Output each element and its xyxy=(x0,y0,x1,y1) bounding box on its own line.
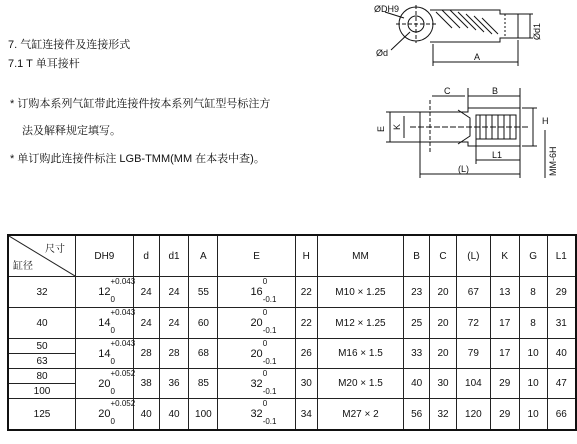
header-g: G xyxy=(519,235,547,277)
dimension-table xyxy=(7,234,577,431)
d1-cell: 36 xyxy=(159,369,189,399)
l-cell: 67 xyxy=(456,277,490,308)
bore-cell: 50 xyxy=(8,339,76,354)
e-cell: 16 0 -0.1 xyxy=(218,277,295,308)
a-cell: 60 xyxy=(189,308,218,339)
k-cell: 17 xyxy=(490,308,519,339)
label-l1: L1 xyxy=(492,150,503,160)
mm-cell: M27 × 2 xyxy=(317,399,403,431)
b-cell: 40 xyxy=(404,369,430,399)
header-l: (L) xyxy=(456,235,490,277)
d-cell: 38 xyxy=(133,369,159,399)
table-row xyxy=(8,339,576,354)
c-cell: 32 xyxy=(430,399,457,431)
label-e: E xyxy=(376,125,386,132)
bore-cell: 32 xyxy=(8,277,76,308)
a-cell: 100 xyxy=(189,399,218,431)
bore-cell: 63 xyxy=(8,354,76,369)
l1-cell: 40 xyxy=(547,339,576,369)
header-d1: d1 xyxy=(159,235,189,277)
dh9-cell: 20 +0.052 0 xyxy=(76,369,134,399)
e-cell: 20 0 -0.1 xyxy=(218,308,295,339)
d1-cell: 24 xyxy=(159,277,189,308)
l1-cell: 31 xyxy=(547,308,576,339)
a-cell: 68 xyxy=(189,339,218,369)
l1-cell: 47 xyxy=(547,369,576,399)
label-b: B xyxy=(492,86,499,96)
header-a: A xyxy=(189,235,218,277)
d1-cell: 24 xyxy=(159,308,189,339)
table-row xyxy=(8,369,576,384)
mm-cell: M20 × 1.5 xyxy=(317,369,403,399)
dh9-cell: 14 +0.043 0 xyxy=(76,339,134,369)
g-cell: 8 xyxy=(519,308,547,339)
dh9-cell: 14 +0.043 0 xyxy=(76,308,134,339)
bore-cell: 125 xyxy=(8,399,76,431)
header-c: C xyxy=(430,235,457,277)
c-cell: 30 xyxy=(430,369,457,399)
label-h: H xyxy=(542,116,549,126)
header-dh9: DH9 xyxy=(76,235,134,277)
k-cell: 13 xyxy=(490,277,519,308)
corner-bore-label: 缸径 xyxy=(13,261,33,272)
b-cell: 56 xyxy=(404,399,430,431)
mm-cell: M10 × 1.25 xyxy=(317,277,403,308)
bore-cell: 80 xyxy=(8,369,76,384)
k-cell: 17 xyxy=(490,339,519,369)
h-cell: 30 xyxy=(295,369,317,399)
header-b: B xyxy=(404,235,430,277)
c-cell: 20 xyxy=(430,277,457,308)
k-cell: 29 xyxy=(490,369,519,399)
l1-cell: 66 xyxy=(547,399,576,431)
bore-cell: 100 xyxy=(8,384,76,399)
l-cell: 120 xyxy=(456,399,490,431)
d1-cell: 40 xyxy=(159,399,189,431)
d-cell: 28 xyxy=(133,339,159,369)
e-cell: 32 0 -0.1 xyxy=(218,399,295,431)
b-cell: 23 xyxy=(404,277,430,308)
dh9-cell: 20 +0.052 0 xyxy=(76,399,134,431)
header-l1: L1 xyxy=(547,235,576,277)
label-mm-thread: MM-6H xyxy=(548,146,558,176)
label-l: (L) xyxy=(458,164,469,174)
l1-cell: 29 xyxy=(547,277,576,308)
label-a: A xyxy=(474,52,481,62)
b-cell: 33 xyxy=(404,339,430,369)
d-cell: 40 xyxy=(133,399,159,431)
h-cell: 26 xyxy=(295,339,317,369)
g-cell: 10 xyxy=(519,339,547,369)
e-cell: 20 0 -0.1 xyxy=(218,339,295,369)
mm-cell: M12 × 1.25 xyxy=(317,308,403,339)
c-cell: 20 xyxy=(430,339,457,369)
bore-cell: 40 xyxy=(8,308,76,339)
corner-cell xyxy=(8,235,76,277)
section-subheading: 7.1 T 单耳接杆 xyxy=(8,58,80,70)
d-cell: 24 xyxy=(133,277,159,308)
label-c: C xyxy=(444,86,451,96)
c-cell: 20 xyxy=(430,308,457,339)
header-d: d xyxy=(133,235,159,277)
g-cell: 10 xyxy=(519,369,547,399)
h-cell: 22 xyxy=(295,308,317,339)
l-cell: 72 xyxy=(456,308,490,339)
section-heading: 7. 气缸连接件及连接形式 xyxy=(8,39,131,51)
header-mm: MM xyxy=(317,235,403,277)
table-row xyxy=(8,399,576,431)
d1-cell: 28 xyxy=(159,339,189,369)
d-cell: 24 xyxy=(133,308,159,339)
b-cell: 25 xyxy=(404,308,430,339)
ordering-note-1-continued: 法及解释规定填写。 xyxy=(22,125,121,137)
h-cell: 34 xyxy=(295,399,317,431)
a-cell: 55 xyxy=(189,277,218,308)
a-cell: 85 xyxy=(189,369,218,399)
g-cell: 8 xyxy=(519,277,547,308)
corner-size-label: 尺寸 xyxy=(45,244,65,255)
label-d: Ød xyxy=(376,48,389,58)
mm-cell: M16 × 1.5 xyxy=(317,339,403,369)
h-cell: 22 xyxy=(295,277,317,308)
table-row xyxy=(8,308,576,339)
l-cell: 79 xyxy=(456,339,490,369)
table-row xyxy=(8,277,576,308)
g-cell: 10 xyxy=(519,399,547,431)
label-d1: Ød1 xyxy=(532,22,542,40)
label-dh9: ØDH9 xyxy=(374,4,400,14)
k-cell: 29 xyxy=(490,399,519,431)
header-e: E xyxy=(218,235,295,277)
header-k: K xyxy=(490,235,519,277)
l-cell: 104 xyxy=(456,369,490,399)
dh9-cell: 12 +0.043 0 xyxy=(76,277,134,308)
e-cell: 32 0 -0.1 xyxy=(218,369,295,399)
table-header-row xyxy=(8,235,576,277)
label-k: K xyxy=(392,123,402,130)
ordering-note-2: * 单订购此连接件标注 LGB-TMM(MM 在本表中查)。 xyxy=(10,153,265,165)
ordering-note-1: * 订购本系列气缸带此连接件按本系列气缸型号标注方 xyxy=(10,98,271,110)
header-h: H xyxy=(295,235,317,277)
